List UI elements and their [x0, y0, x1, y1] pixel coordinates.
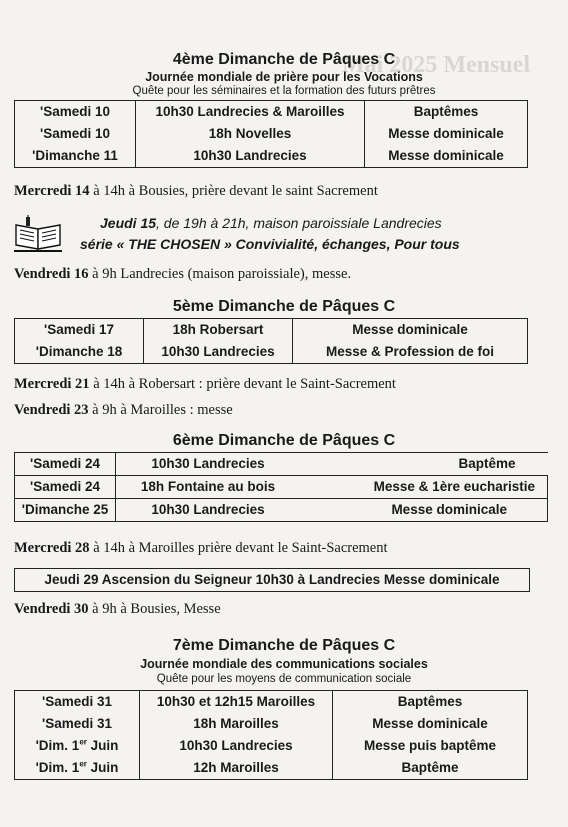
announcement-text: à 14h à Robersart : prière devant le Saint-Sacrement: [89, 376, 396, 392]
cell-event: Messe & Profession de foi: [293, 341, 528, 364]
cell-event: Messe dominicale: [333, 713, 528, 735]
section-note-quete-communication: Quête pour les moyens de communication sociale: [156, 673, 412, 685]
month-label: Juin: [86, 760, 119, 775]
cell-time-place: 18h Robersart: [144, 319, 293, 342]
table-row: [15, 757, 528, 780]
table-row: [15, 476, 548, 499]
announcement-text: à 9h Landrecies (maison paroissiale), messe.: [88, 266, 352, 282]
ordinal-suffix: er: [79, 759, 87, 769]
announcement-jeudi-15-line2: [80, 236, 460, 252]
announcement-day: Vendredi 23: [14, 402, 89, 418]
schedule-table-4eme: [14, 100, 528, 168]
announcement-text: Convivialité, échanges, Pour tous: [231, 236, 460, 252]
day-label: 'Dim. 1: [35, 738, 80, 753]
section-title-7eme-dimanche: 7ème Dimanche de Pâques C: [172, 637, 396, 654]
cell-day: 'Samedi 10: [40, 126, 110, 141]
cell-day: 'Samedi 17: [44, 322, 114, 337]
announcement-day: Mercredi 14: [14, 183, 90, 199]
cell-day: [15, 735, 140, 757]
announcement-text: à 9h à Bousies, Messe: [88, 601, 221, 617]
cell-day: 'Dimanche 11: [32, 148, 118, 163]
announcement-jeudi-15-line1: [100, 215, 442, 231]
schedule-table-5eme: [14, 318, 528, 364]
cell-day: 'Samedi 10: [40, 104, 110, 119]
cell-time-place: 10h30 Landrecies: [144, 341, 293, 364]
table-row: [15, 735, 528, 757]
cell-event: Messe dominicale: [365, 123, 528, 145]
cell-time-place: 10h30 Landrecies: [116, 453, 301, 476]
day-label: 'Dim. 1: [35, 760, 80, 775]
announcement-mercredi-14: [14, 183, 378, 200]
cell-event: Baptêmes: [365, 101, 528, 124]
table-row: [15, 101, 528, 124]
section-subtitle-vocations: Journée mondiale de prière pour les Vocations: [145, 70, 423, 84]
table-row: [15, 341, 528, 364]
table-row: [15, 691, 528, 714]
cell-time-place: 18h Fontaine au bois: [116, 476, 301, 499]
announcement-day: Vendredi 16: [14, 266, 89, 282]
section-title-6eme-dimanche: 6ème Dimanche de Pâques C: [172, 432, 396, 449]
ordinal-suffix: er: [79, 737, 87, 747]
cell-time-place: 18h Maroilles: [140, 713, 333, 735]
cell-time-place: 10h30 Landrecies: [116, 499, 301, 522]
month-label: Juin: [86, 738, 119, 753]
cell-event: Baptême: [333, 757, 528, 780]
table-row: [15, 145, 528, 168]
announcement-text: à 9h à Maroilles : messe: [88, 402, 233, 418]
table-row: [15, 713, 528, 735]
cell-day: 'Dimanche 25: [15, 499, 116, 522]
cell-event: Messe dominicale: [365, 145, 528, 168]
announcement-vendredi-30: [14, 601, 221, 618]
table-row: [15, 499, 548, 522]
section-title-5eme-dimanche: 5ème Dimanche de Pâques C: [172, 298, 396, 315]
table-row: [15, 453, 548, 476]
announcement-day: Mercredi 28: [14, 540, 90, 556]
cell-time-place: 10h30 Landrecies: [136, 145, 365, 168]
cell-day: [15, 757, 140, 780]
announcement-text: , de 19h à 21h, maison paroissiale Landrecies: [156, 215, 442, 231]
cell-event: Baptêmes: [333, 691, 528, 714]
cell-event: Messe dominicale: [300, 499, 548, 522]
announcement-mercredi-21: [14, 376, 396, 393]
cell-day: 'Samedi 24: [15, 476, 116, 499]
announcement-jeudi-29-ascension: Jeudi 29 Ascension du Seigneur 10h30 à Landrecies Messe dominicale: [14, 568, 530, 592]
cell-day: 'Dimanche 18: [35, 344, 123, 359]
show-through-text: Mai 2025 Mensuel: [342, 52, 530, 78]
cell-time-place: 12h Maroilles: [140, 757, 333, 780]
announcement-text: à 14h à Bousies, prière devant le saint Sacrement: [89, 183, 378, 199]
announcement-day: Jeudi 15: [100, 215, 157, 231]
open-book-candle-icon: [12, 215, 68, 255]
announcement-day: Mercredi 21: [14, 376, 90, 392]
schedule-table-7eme: [14, 690, 528, 780]
cell-event: Messe puis baptême: [333, 735, 528, 757]
cell-event: Messe & 1ère eucharistie: [300, 476, 548, 499]
table-row: [15, 319, 528, 342]
cell-time-place: 10h30 Landrecies & Maroilles: [136, 101, 365, 124]
cell-event: Messe dominicale: [293, 319, 528, 342]
cell-time-place: 10h30 Landrecies: [140, 735, 333, 757]
cell-day: 'Samedi 31: [42, 694, 112, 709]
cell-event: Baptême: [300, 453, 548, 476]
cell-time-place: 18h Novelles: [136, 123, 365, 145]
announcement-text: à 14h à Maroilles prière devant le Saint-Sacrement: [89, 540, 388, 556]
cell-day: 'Samedi 24: [15, 453, 116, 476]
announcement-mercredi-28: [14, 540, 388, 557]
cell-day: 'Samedi 31: [42, 716, 112, 731]
schedule-table-6eme: [14, 452, 548, 522]
announcement-vendredi-23: [14, 402, 233, 419]
section-title-4eme-dimanche: 4ème Dimanche de Pâques C: [172, 51, 396, 68]
announcement-vendredi-16: [14, 266, 351, 283]
section-note-quete-seminaires: Quête pour les séminaires et la formation des futurs prêtres: [132, 85, 436, 97]
cell-time-place: 10h30 et 12h15 Maroilles: [140, 691, 333, 714]
announcement-series: série « THE CHOSEN »: [80, 236, 232, 252]
section-subtitle-communications: Journée mondiale des communications sociales: [140, 657, 428, 671]
announcement-day: Vendredi 30: [14, 601, 89, 617]
table-row: [15, 123, 528, 145]
